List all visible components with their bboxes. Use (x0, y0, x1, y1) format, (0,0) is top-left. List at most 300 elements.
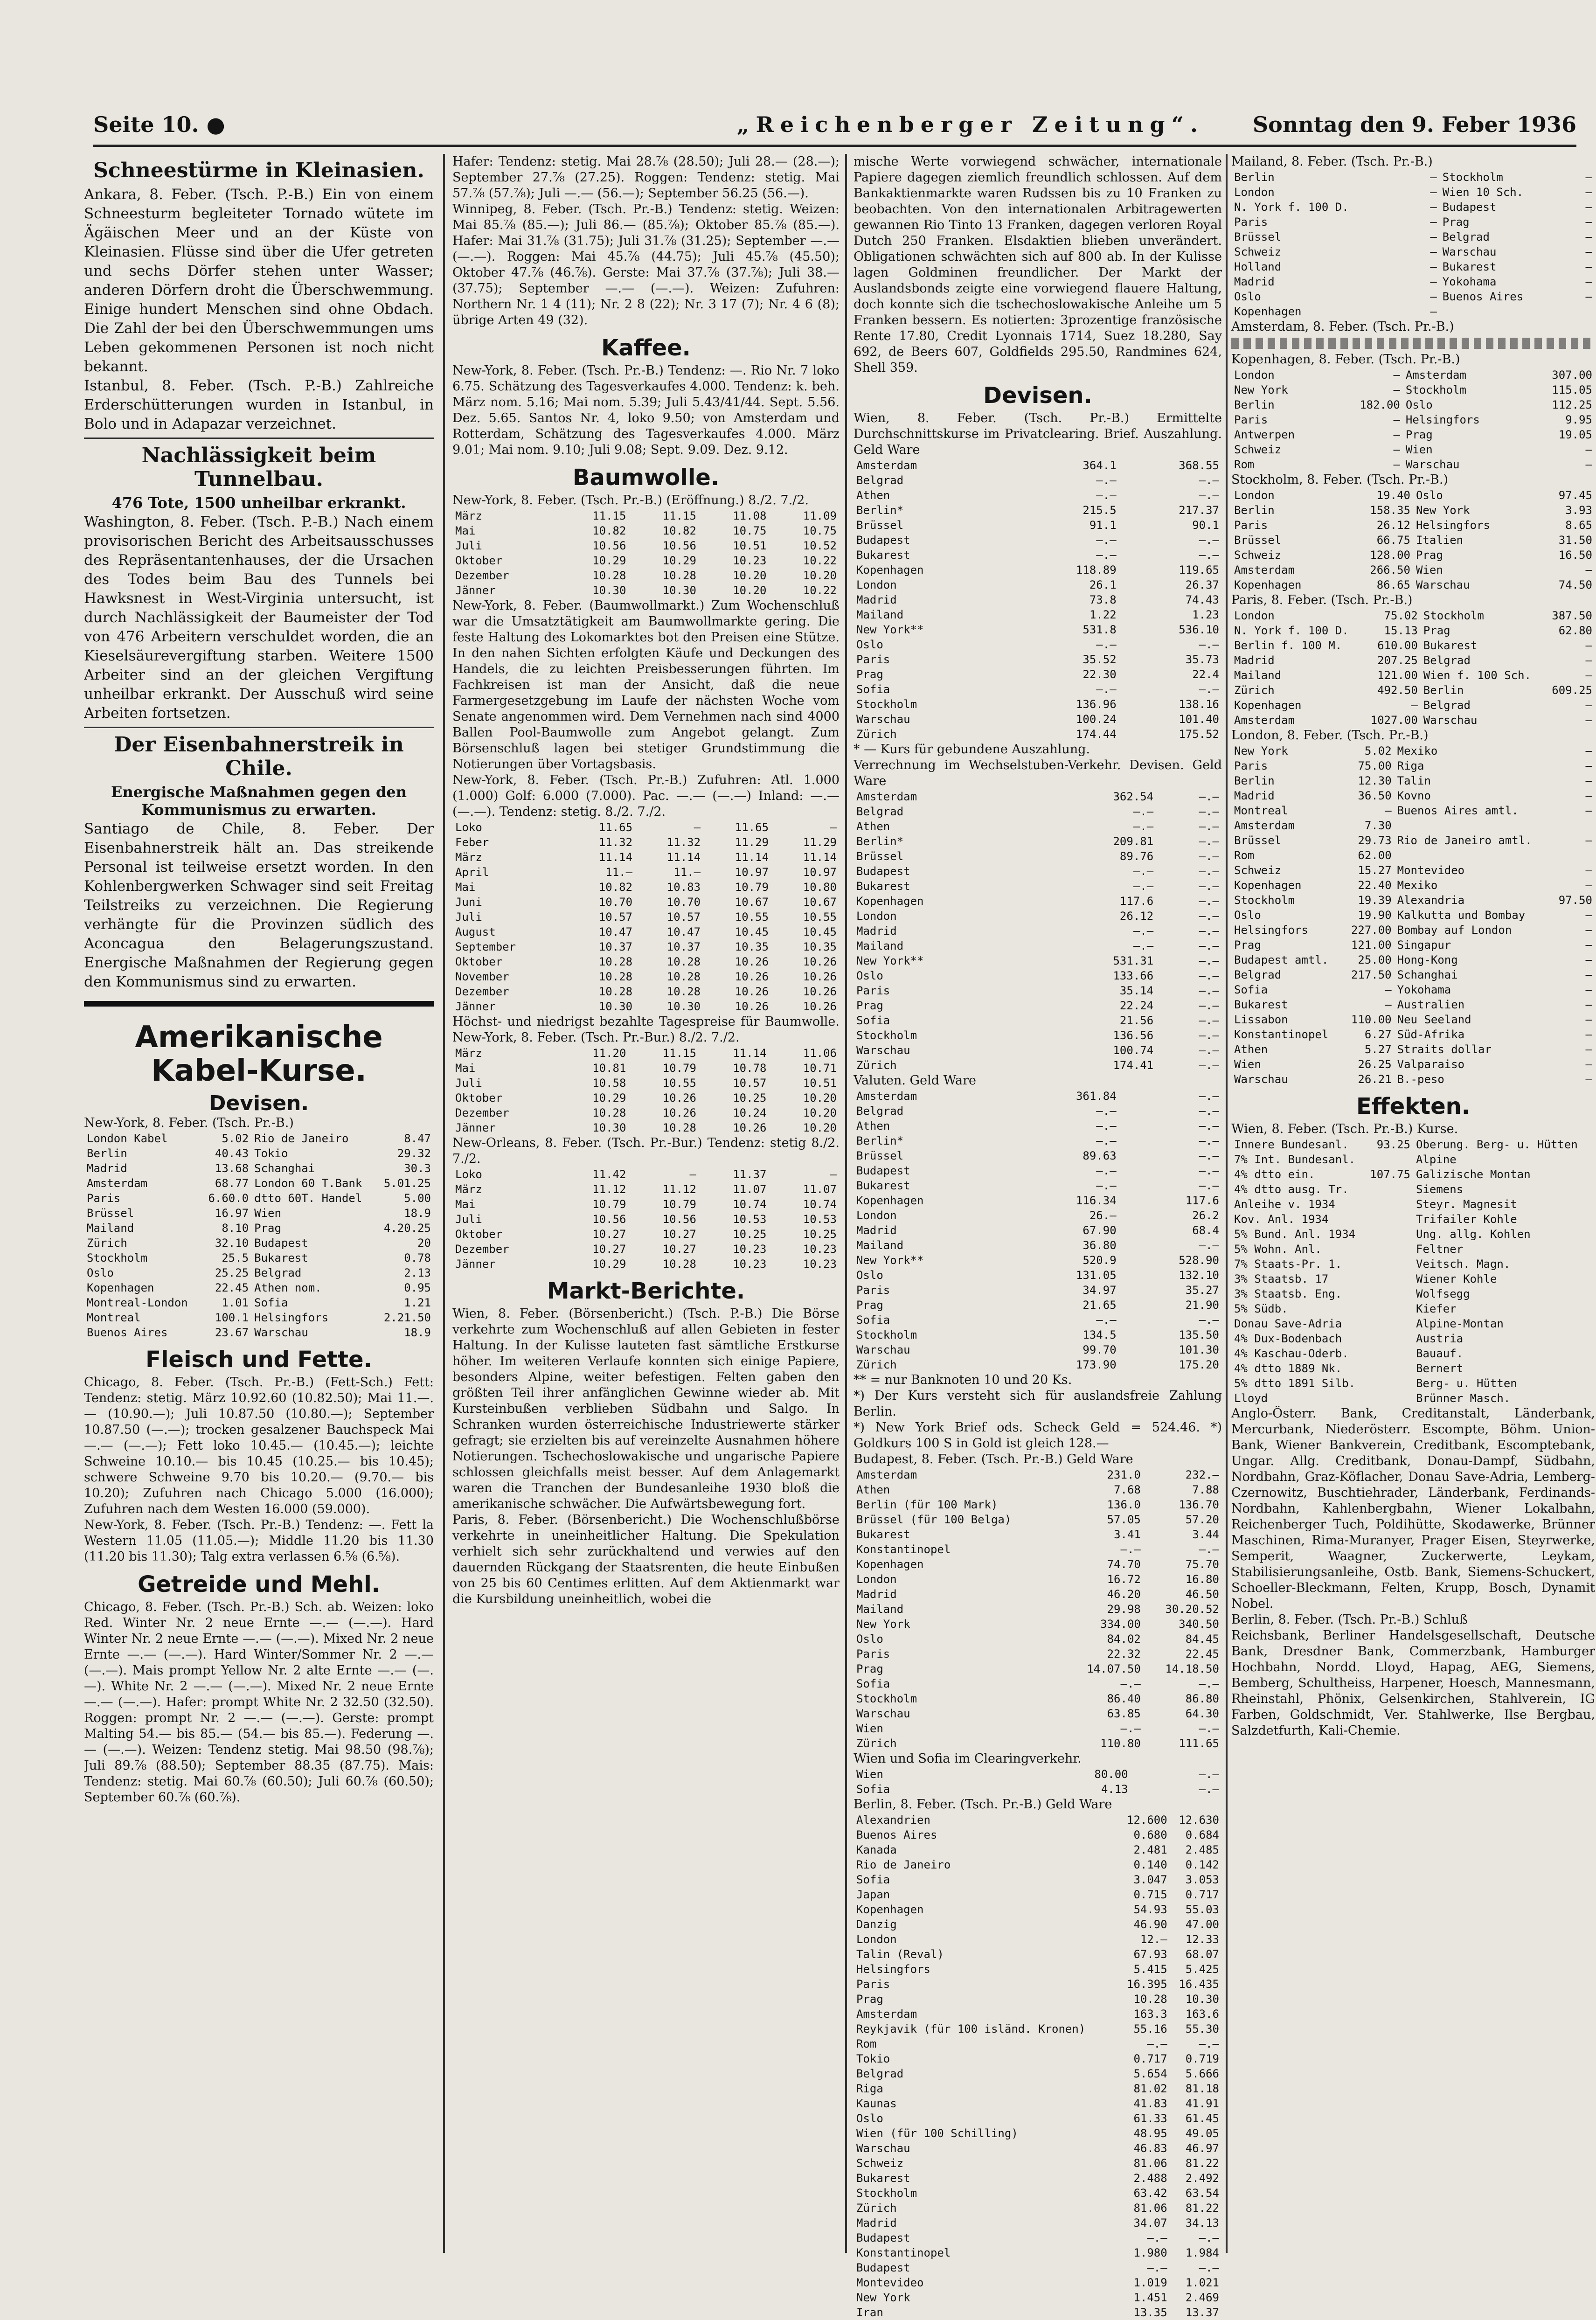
cell-value: 10.26 (662, 1091, 696, 1104)
cell-value: 10.82 (662, 524, 696, 537)
cell-value: Bombay auf London (1397, 924, 1512, 937)
table-row (452, 583, 840, 598)
table-row (1231, 1242, 1595, 1257)
table-row (1231, 488, 1595, 503)
row-label: Mailand (856, 1239, 904, 1252)
article-subtitle: Energische Maßnahmen gegen den Kommunismus zu erwarten. (111, 783, 407, 819)
cell-value: —.— (1120, 1722, 1141, 1735)
cell-value: — (694, 821, 701, 834)
row-label: Lloyd (1234, 1392, 1268, 1405)
table-row (452, 553, 840, 568)
cell-value: 0.684 (1185, 1828, 1219, 1841)
row-label: Jänner (455, 1257, 496, 1271)
cell-value: 12.600 (1127, 1813, 1167, 1827)
row-label: Oktober (455, 1091, 503, 1104)
cell-value: 12.630 (1179, 1813, 1219, 1827)
row-label: Mai (455, 524, 476, 537)
paris-table (1231, 608, 1595, 728)
cell-value: 11.14 (598, 851, 633, 864)
cell-value: — (1585, 774, 1592, 787)
cell-value: Süd-Afrika (1397, 1028, 1465, 1041)
cell-value (1589, 1257, 1595, 1271)
cell-value: Budapest (1442, 201, 1497, 214)
cell-value: 10.56 (662, 539, 696, 552)
table-row (452, 1197, 840, 1212)
cell-value: Straits dollar (1397, 1043, 1492, 1056)
table-row (1231, 185, 1595, 200)
cell-value: 10.28 (662, 1121, 696, 1134)
cell-value: 1.019 (1133, 2276, 1167, 2289)
article-title: Nachlässigkeit beim Tunnelbau. (141, 444, 376, 491)
section-title-kabelkurse: Amerikanische Kabel-Kurse. (135, 1020, 383, 1088)
page-header (93, 112, 1576, 145)
cell-value: — (1585, 230, 1592, 243)
table-row (84, 1221, 434, 1236)
row-label: Schweiz (1234, 443, 1282, 456)
row-label: Berlin* (856, 504, 904, 517)
table-row (1231, 427, 1595, 442)
cell-value: Bauauf. (1416, 1347, 1464, 1360)
cell-value: 18.9 (404, 1326, 431, 1339)
cell-value: 10.51 (803, 1077, 837, 1090)
cell-value: 10.28 (598, 985, 633, 998)
row-label: Stockholm (856, 1029, 917, 1042)
cell-value: Warschau (1416, 578, 1470, 591)
row-label: Brüssel (856, 1149, 904, 1162)
cell-value: 112.25 (1552, 398, 1592, 411)
cell-value: 10.79 (592, 1198, 626, 1211)
cell-value: 116.34 (1076, 1194, 1117, 1207)
cell-value: — (1585, 186, 1592, 199)
cell-value: Helsingfors (1405, 413, 1480, 426)
table-row (854, 2126, 1222, 2141)
row-label: Danzig (856, 1918, 897, 1931)
cell-value: — (1585, 245, 1592, 258)
row-label: Bukarest (856, 1179, 910, 1192)
cell-value: —.— (1199, 835, 1219, 848)
table-row (854, 1646, 1222, 1661)
table-row (854, 518, 1222, 533)
row-label: Kopenhagen (1234, 699, 1302, 712)
cell-value (1365, 1331, 1413, 1346)
cell-value: 266.50 (1370, 563, 1410, 577)
cell-value: 35.14 (1119, 984, 1154, 997)
row-label: 7% Staats-Pr. 1. (1234, 1257, 1342, 1271)
table-row (1231, 743, 1595, 758)
row-label: Helsingfors (856, 1963, 930, 1976)
cell-value: 10.28 (666, 985, 701, 998)
table-row (84, 1161, 434, 1176)
cell-value: —.— (1199, 865, 1219, 878)
table-row (854, 682, 1222, 697)
cell-value (1551, 848, 1595, 863)
row-label: Belgrad (856, 2067, 904, 2080)
cell-value: 22.24 (1119, 999, 1154, 1012)
cell-value: 111.65 (1179, 1737, 1219, 1750)
table-row (854, 2066, 1222, 2081)
table-row (1231, 668, 1595, 683)
cell-value: 10.24 (733, 1106, 767, 1119)
cell-value: —.— (1199, 1313, 1219, 1327)
cell-value: 41.83 (1133, 2097, 1167, 2110)
table-caption: Budapest, 8. Feber. (Tsch. Pr.-B.) Geld Ware (854, 1452, 1133, 1466)
table-caption: Wien, 8. Feber. (Tsch. Pr.-B.) Ermittelte Durchschnittskurse im Privatclearing. Brief. Auszahlung. Geld Ware (854, 411, 1222, 457)
cell-value (1365, 1242, 1413, 1257)
cell-value (1575, 304, 1595, 319)
cell-value: 11.09 (803, 509, 837, 522)
table-row (1231, 1197, 1595, 1212)
table-row (854, 1512, 1222, 1527)
cell-value: — (1585, 759, 1592, 772)
subsection-title: Devisen. (208, 1091, 309, 1115)
cell-value: 7.88 (1192, 1483, 1219, 1496)
row-label: Sofia (856, 1313, 890, 1327)
row-label: Stockholm (1234, 894, 1295, 907)
row-label: Warschau (856, 2142, 910, 2155)
cell-value: 217.37 (1179, 504, 1219, 517)
cell-value: — (1585, 275, 1592, 288)
table-caption: Amsterdam, 8. Feber. (Tsch. Pr.-B.) (1231, 320, 1454, 334)
table-row (1231, 623, 1595, 638)
cell-value: 75.70 (1185, 1558, 1219, 1571)
cell-value: Belgrad (1442, 230, 1490, 243)
cell-value: 10.22 (803, 554, 837, 567)
table-row (854, 1721, 1222, 1736)
cell-value (1589, 1197, 1595, 1212)
cell-value: 11.14 (735, 851, 769, 864)
table-row (854, 1482, 1222, 1497)
cell-value (1589, 1227, 1595, 1242)
column-2 (452, 154, 840, 1607)
row-label: Berlin (1234, 774, 1275, 787)
table-row (1231, 274, 1595, 289)
row-label: Konstantinopel (1234, 1028, 1329, 1041)
table-row (452, 523, 840, 538)
row-label: Athen (856, 820, 890, 833)
cell-value: 307.00 (1552, 368, 1592, 382)
section-title: Kaffee. (601, 335, 691, 361)
cell-value: Bernert (1416, 1362, 1464, 1375)
cell-value: Neu Seeland (1397, 1013, 1471, 1026)
cell-value: 81.22 (1185, 2157, 1219, 2170)
cell-value (1589, 1137, 1595, 1152)
cell-value: 100.24 (1076, 713, 1117, 726)
table-row (854, 2141, 1222, 2156)
row-label: Paris (856, 653, 890, 666)
row-label: Budapest (856, 865, 910, 878)
table-row (452, 880, 840, 895)
cell-value: 35.27 (1185, 1284, 1219, 1297)
row-label: Athen (856, 489, 890, 502)
cell-value: —.— (1096, 474, 1117, 487)
cell-value: 11.29 (803, 836, 837, 849)
cell-value: Wien (1416, 563, 1443, 577)
table-row (1231, 1152, 1595, 1167)
cell-value: 21.56 (1119, 1014, 1154, 1027)
cell-value: 2.488 (1133, 2172, 1167, 2185)
cell-value: 10.26 (662, 1106, 696, 1119)
cell-value (1589, 1242, 1595, 1257)
cell-value: 74.43 (1185, 593, 1219, 606)
table-row (1231, 457, 1595, 472)
cell-value: 10.20 (803, 1106, 837, 1119)
table-row (1231, 938, 1595, 952)
cell-value: — (1585, 669, 1592, 682)
cell-value: Belgrad (1423, 654, 1471, 667)
table-row (854, 1497, 1222, 1512)
cell-value (1365, 1301, 1413, 1316)
cell-value: 36.50 (1358, 789, 1392, 802)
table-row (854, 2081, 1222, 2096)
cell-value: 163.6 (1185, 2007, 1219, 2021)
table-row (854, 1148, 1222, 1163)
cell-value: 0.715 (1133, 1888, 1167, 1901)
cell-value: 10.28 (598, 970, 633, 983)
row-label: Montreal (87, 1311, 141, 1324)
cell-value (1589, 1346, 1595, 1361)
table-row (452, 969, 840, 984)
cell-value: 10.74 (733, 1198, 767, 1211)
cell-value: 136.70 (1179, 1498, 1219, 1511)
table-row (854, 727, 1222, 742)
cell-value: 5.27 (1364, 1043, 1392, 1056)
table-row (1231, 412, 1595, 427)
row-label: Paris (1234, 519, 1268, 532)
cell-value: Helsingfors (254, 1311, 329, 1324)
table-row (854, 879, 1222, 894)
cell-value: 492.50 (1377, 684, 1418, 697)
cell-value: 136.0 (1107, 1498, 1141, 1511)
table-row (854, 2245, 1222, 2260)
cell-value: 10.26 (735, 1000, 769, 1013)
table-row (1231, 1271, 1595, 1286)
cell-value: —.— (1096, 1179, 1117, 1192)
cell-value: 10.20 (733, 569, 767, 582)
mailand-table (1231, 170, 1595, 319)
cell-value: 1.984 (1185, 2246, 1219, 2259)
table-row (452, 1061, 840, 1076)
cell-value: —.— (1096, 549, 1117, 562)
table-row (854, 1542, 1222, 1557)
cell-value: 46.97 (1185, 2142, 1219, 2155)
row-label: Bukarest (856, 1528, 910, 1541)
table-row (854, 2156, 1222, 2171)
cell-value (1589, 1316, 1595, 1331)
row-label: Oslo (1234, 290, 1261, 303)
cell-value: 25.25 (215, 1266, 249, 1279)
cell-value: Rio de Janeiro amtl. (1397, 834, 1532, 847)
row-label: Amsterdam (856, 459, 917, 472)
cell-value: 5.02 (222, 1132, 249, 1145)
cell-value: 10.97 (803, 866, 837, 879)
column-3 (854, 154, 1222, 2320)
cell-value: — (1585, 260, 1592, 273)
table-row (84, 1325, 434, 1340)
market-text: Anglo-Österr. Bank, Creditanstalt, Länderbank, Mercurbank, Niederösterr. Escompte, Böhm. Union-Bank, Wiener Bankverein, Creditbank, Escomptebank, Ungar. Allg. Creditbank, Donau-Dampf, Südbahn, Nordbahn, Graz-Köflacher, Donau Save-Adria, Lemberg-Czernowitz, Buschtiehrader, Länderbank, Ferdinands-Nordbahn, Kahlenbergbahn, Wiener Lokalbahn, Reichenberger Tuch, Poldihütte, Skodawerke, Brünner Maschinen, Rima-Muranyer, Prager Eisen, Steyrwerke, Semperit, Waagner, Zuckerwerte, Leykam, Stabilisierungsanleihe, Ostb. Bank, Siemens-Schuckert, Schoeller-Bleckmann, Felten, Krupp, Bosch, Dynamit Nobel. (1231, 1406, 1595, 1611)
cell-value: 75.02 (1384, 609, 1418, 622)
table-row (1231, 788, 1595, 803)
table-row (854, 2216, 1222, 2230)
table-row (1231, 244, 1595, 259)
cell-value (1365, 1197, 1413, 1212)
table-row (1231, 923, 1595, 938)
table-row (854, 1917, 1222, 1932)
cell-value: 25.5 (222, 1251, 249, 1264)
table-row (1231, 863, 1595, 878)
cell-value: 121.00 (1377, 669, 1418, 682)
cell-value: Italien (1416, 534, 1464, 547)
cell-value: 57.05 (1107, 1513, 1141, 1526)
table-row (854, 488, 1222, 503)
row-label: New York** (856, 954, 924, 967)
cell-value: 81.06 (1133, 2202, 1167, 2215)
cell-value: 10.26 (733, 1121, 767, 1134)
cell-value: —.— (1199, 1179, 1219, 1192)
section-title: Devisen. (983, 382, 1092, 409)
cell-value: 97.45 (1558, 489, 1592, 502)
table-row (854, 1736, 1222, 1751)
row-label: New York (856, 1618, 910, 1631)
article-text: Istanbul, 8. Feber. (Tsch. P.-B.) Zahlreiche Erderschütterungen wurden in Istanbul, in Bolo und in Adapazar verzeichnet. (84, 377, 434, 432)
cell-value: 10.29 (592, 554, 626, 567)
cell-value: 57.20 (1185, 1513, 1219, 1526)
cell-value: 2.481 (1133, 1843, 1167, 1856)
cell-value: —.— (1096, 1134, 1117, 1147)
table-row (1231, 170, 1595, 185)
cell-value: 16.72 (1107, 1573, 1141, 1586)
cell-value: 10.26 (803, 955, 837, 968)
cell-value: 173.90 (1076, 1358, 1117, 1371)
table-row (854, 864, 1222, 879)
cell-value: 74.50 (1558, 578, 1592, 591)
table-row (854, 2007, 1222, 2021)
row-label: Wien (1234, 1058, 1261, 1071)
cell-value: 91.1 (1089, 519, 1117, 532)
section-title: Baumwolle. (572, 465, 720, 491)
row-label: Mailand (856, 1603, 904, 1616)
cell-value: 11.15 (592, 509, 626, 522)
cell-value: Hong-Kong (1397, 953, 1458, 966)
cell-value: —.— (1096, 1104, 1117, 1118)
table-row (854, 2171, 1222, 2186)
cell-value: 11.12 (662, 1183, 696, 1196)
cell-value: 10.70 (666, 896, 701, 909)
cell-value: 49.05 (1185, 2127, 1219, 2140)
cell-value: —.— (1199, 474, 1219, 487)
cell-value: 10.28 (666, 970, 701, 983)
baumwolle-table-2 (452, 820, 840, 1014)
row-label: Schweiz (1234, 245, 1282, 258)
cell-value: 15.13 (1384, 624, 1418, 637)
row-label: Schweiz (1234, 864, 1282, 877)
row-label: Kopenhagen (856, 1194, 924, 1207)
cell-value: 55.03 (1185, 1903, 1219, 1916)
row-label: Zürich (856, 1358, 897, 1371)
cell-value: 13.35 (1133, 2306, 1167, 2319)
column-rule-2 (845, 154, 847, 2253)
row-label: Montreal-London (87, 1296, 188, 1309)
table-note: ** = nur Banknoten 10 und 20 Ks. (854, 1373, 1072, 1387)
cell-value: 16.97 (215, 1207, 249, 1220)
table-row (452, 1242, 840, 1257)
row-label: Budapest amtl. (1234, 953, 1329, 966)
cell-value: 5.00 (404, 1192, 431, 1205)
table-row (854, 1947, 1222, 1962)
cell-value: 10.78 (733, 1062, 767, 1075)
cell-value: — (1585, 654, 1592, 667)
cell-value: Oslo (1405, 398, 1433, 411)
cell-value: 90.1 (1192, 519, 1219, 532)
table-row (1231, 259, 1595, 274)
cell-value: 10.25 (733, 1091, 767, 1104)
cell-value: 23.67 (215, 1326, 249, 1339)
cell-value: 16.50 (1558, 549, 1592, 562)
row-label: Paris (856, 984, 890, 997)
cell-value: 3.44 (1192, 1528, 1219, 1541)
row-label: Brüssel (856, 850, 904, 863)
cell-value: 34.13 (1185, 2216, 1219, 2230)
cell-value: 10.53 (733, 1213, 767, 1226)
cell-value: Austria (1416, 1332, 1464, 1345)
table-row (1231, 638, 1595, 653)
cell-value: 10.70 (598, 896, 633, 909)
cell-value: Belgrad (1423, 699, 1471, 712)
row-label: Oslo (856, 638, 883, 651)
row-label: Prag (856, 1299, 883, 1312)
table-row (854, 1104, 1222, 1118)
cell-value: 73.8 (1089, 593, 1117, 606)
cell-value: 21.90 (1185, 1299, 1219, 1312)
cell-value: 36.80 (1083, 1239, 1117, 1252)
cell-value: — (1430, 171, 1437, 184)
table-row (452, 538, 840, 553)
cell-value (1589, 1301, 1595, 1316)
cell-value: dtto 60T. Handel (254, 1192, 362, 1205)
row-label: Schweiz (856, 2157, 904, 2170)
cell-value: 10.23 (803, 1257, 837, 1271)
cell-value: — (689, 1168, 696, 1181)
row-label: Japan (856, 1888, 890, 1901)
cell-value: —.— (1199, 683, 1219, 696)
table-row (1231, 563, 1595, 577)
cell-value: 26.12 (1119, 910, 1154, 923)
row-label: Stockholm (856, 2187, 917, 2200)
row-label: Amsterdam (1234, 714, 1295, 727)
row-label: New York (856, 2291, 910, 2304)
cell-value: —.— (1120, 1543, 1141, 1556)
cell-value: 10.28 (662, 1257, 696, 1271)
cell-value: —.— (1199, 1164, 1219, 1177)
row-label: Paris (856, 1978, 890, 1991)
cell-value: 89.63 (1083, 1149, 1117, 1162)
table-row (84, 1176, 434, 1191)
cell-value: Sofia (254, 1296, 288, 1309)
table-row (84, 1250, 434, 1265)
table-row (854, 1118, 1222, 1133)
row-label: Loko (455, 821, 482, 834)
header-rule (93, 145, 1576, 147)
column-4 (1231, 154, 1595, 1739)
cell-value: — (1585, 983, 1592, 996)
row-label: Prag (856, 668, 883, 681)
cell-value: — (830, 1168, 837, 1181)
cell-value: 10.56 (592, 539, 626, 552)
cell-value: Ung. allg. Kohlen (1416, 1228, 1531, 1241)
table-row (1231, 518, 1595, 533)
row-label: März (455, 509, 482, 522)
cell-value (1395, 848, 1551, 863)
table-row (1231, 893, 1595, 908)
